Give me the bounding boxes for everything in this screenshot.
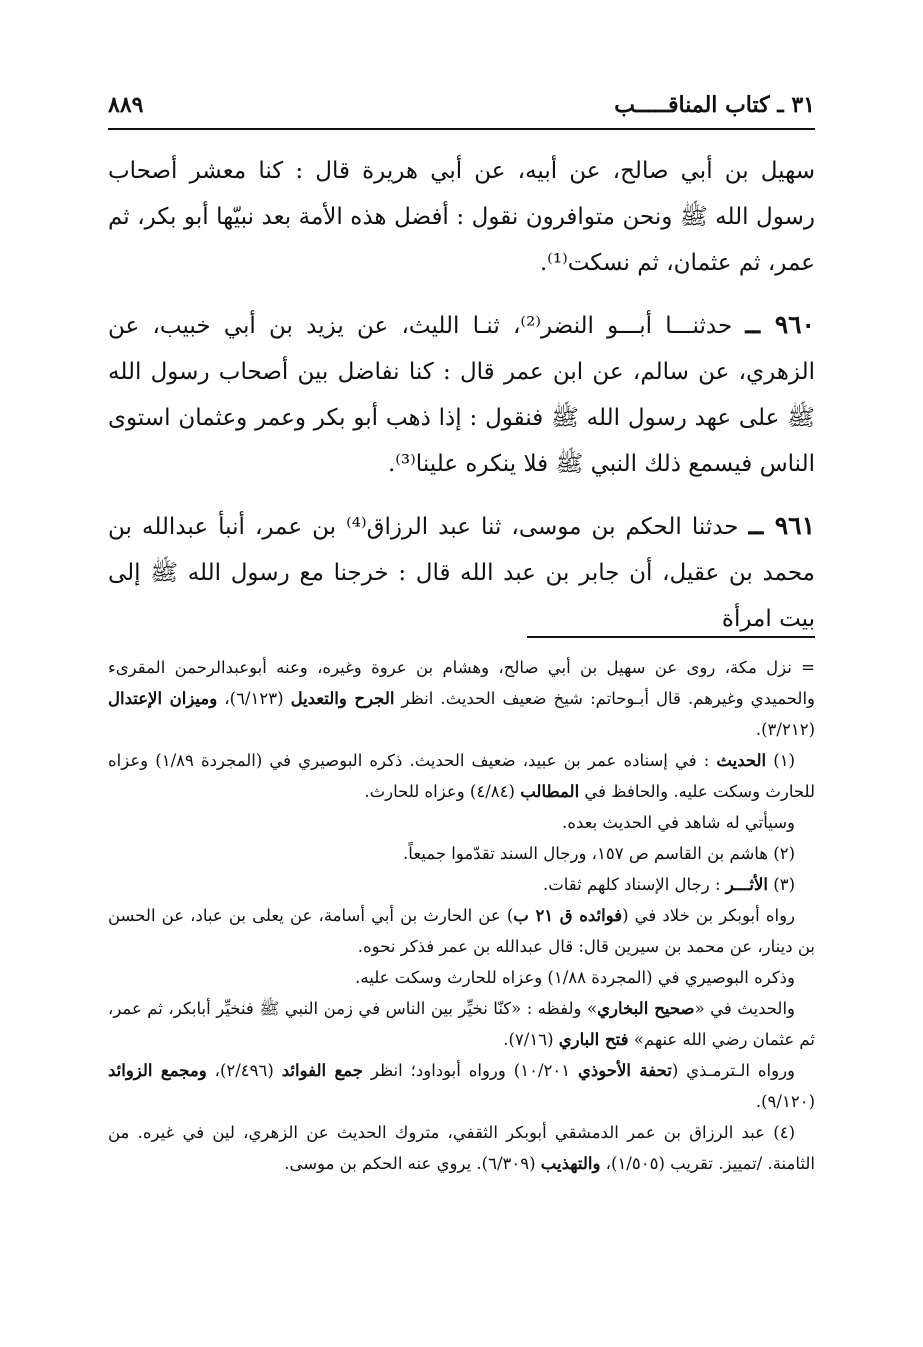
fn-ref-bold: المطالب <box>520 782 580 801</box>
fn-ref-bold: ومجمع الزوائد <box>108 1061 207 1080</box>
fn-text: : رجال الإسناد كلهم ثقات. <box>543 875 726 894</box>
footnote-3-tirmidhi <box>108 1055 815 1117</box>
fn-text: » ولفظه : «كنّا نخيِّر بين الناس في زمن النبي ﷺ فنخيِّر أبابكر، ثم عمر، ثم عثمان رضي الله عنهم» <box>108 999 815 1049</box>
fn-ref-bold: والتهذيب <box>540 1154 601 1173</box>
hadith-961 <box>108 503 815 642</box>
hadith-number: ٩٦١ ــ <box>748 511 816 540</box>
footnote-2: (٢) هاشم بن القاسم ص ١٥٧، ورجال السند تقدّموا جميعاً. <box>403 844 795 863</box>
fn-text: (٤/٨٤) وعزاه للحارث. <box>364 782 521 801</box>
fn-text: (٣/٢١٢). <box>755 720 815 739</box>
chapter-title: ٣١ ـ كتاب المناقـــــب <box>614 92 815 118</box>
fn-ref-bold: وميزان الإعتدال <box>108 689 218 708</box>
fn-text: = نزل مكة، روى عن سهيل بن أبي صالح، وهشام بن عروة وغيره، وعنه أبوعبدالرحمن المقرىء والحميدي وغيرهم. قال أبـوحاتم: شيخ ضعيف الحديث. انظر <box>108 658 816 708</box>
footnote-3-bukhari <box>108 993 815 1055</box>
fn-ref-bold: فوائده ق ٢١ ب <box>513 906 623 925</box>
hadith-text: حدثنا الحكم بن موسى، ثنا عبد الرزاق⁽⁴⁾ بن عمر، أنبأ عبدالله بن محمد بن عقيل، أن جابر بن عبد الله قال : خرجنا مع رسول الله ﷺ إلى بيت امرأة <box>108 514 815 632</box>
fn-text: (٩/١٢٠). <box>755 1092 815 1111</box>
fn-text: : في إسناده عمر بن عبيد، ضعيف الحديث. ذكره البوصيري في (المجردة ١/٨٩) وعزاه للحارث وسكت عليه. والحافظ في <box>108 751 815 801</box>
fn-ref-bold: فتح الباري <box>558 1030 629 1049</box>
fn-text: والحديث في « <box>694 999 795 1018</box>
fn-ref-bold: الحديث <box>716 751 767 770</box>
footnote-divider <box>527 636 815 638</box>
footnote-3-busiri: وذكره البوصيري في (المجردة ١/٨٨) وعزاه للحارث وسكت عليه. <box>355 968 795 987</box>
fn-ref-bold: الأثـــر <box>725 875 768 894</box>
fn-ref-bold: صحيح البخاري <box>597 999 695 1018</box>
fn-ref-bold: الجرح والتعديل <box>290 689 395 708</box>
fn-text: رواه أبوبكر بن خلاد في ( <box>622 906 796 925</box>
fn-text: ١٠/٢٠١) ورواه أبوداود؛ انظر <box>363 1061 579 1080</box>
hadith-960 <box>108 302 815 487</box>
footnote-continuation <box>108 652 815 745</box>
paragraph-continuation: سهيل بن أبي صالح، عن أبيه، عن أبي هريرة قال : كنا معشر أصحاب رسول الله ﷺ ونحن متوافرون نقول : أفضل هذه الأمة بعد نبيّها أبو بكر، ثم عمر، ثم عثمان، ثم نسكت⁽¹⁾. <box>108 158 815 276</box>
footnote-4 <box>108 1117 815 1179</box>
fn-text: (٦/٣٠٩). يروي عنه الحكم بن موسى. <box>284 1154 541 1173</box>
footnote-1-note: وسيأتي له شاهد في الحديث بعده. <box>562 813 795 832</box>
fn-ref-bold: جمع الفوائد <box>281 1061 363 1080</box>
footnote-3-source <box>108 900 815 962</box>
fn-text: ) عن الحارث بن أبي أسامة، عن يعلى بن عباد، عن الحسن بن دينار، عن محمد بن سيرين قال: قال عبدالله بن عمر فذكر نحوه. <box>108 906 815 956</box>
footnotes <box>108 652 815 1179</box>
hadith-number: ٩٦٠ ــ <box>745 310 815 339</box>
main-text <box>108 148 815 658</box>
footnote-3 <box>108 869 815 900</box>
fn-text: (٦/١٢٣)، <box>217 689 291 708</box>
page-header <box>108 78 815 130</box>
fn-text: (٧/١٦). <box>503 1030 559 1049</box>
fn-text: ورواه الـترمـذي ( <box>671 1061 796 1080</box>
fn-text: (١) <box>766 751 795 770</box>
fn-text: (٢/٤٩٦)، <box>206 1061 282 1080</box>
fn-ref-bold: تحفة الأحوذي <box>578 1061 672 1080</box>
footnote-1 <box>108 745 815 807</box>
hadith-text: حدثنـــا أبـــو النضر⁽²⁾، ثنـا الليث، عن يزيد بن أبي خبيب، عن الزهري، عن سالم، عن ابن عمر قال : كنا نفاضل بين أصحاب رسول الله ﷺ على عهد رسول الله ﷺ فنقول : إذا ذهب أبو بكر وعمر وعثمان استوى الناس فيسمع ذلك النبي ﷺ فلا ينكره علينا⁽³⁾. <box>108 313 815 477</box>
page-number: ٨٨٩ <box>108 92 144 118</box>
fn-text: (٣) <box>768 875 795 894</box>
fn-text: (٤) عبد الرزاق بن عمر الدمشقي أبوبكر الثقفي، متروك الحديث عن الزهري، لين في غيره. من الثامنة. /تمييز. تقريب (١/٥٠٥)، <box>108 1123 815 1173</box>
